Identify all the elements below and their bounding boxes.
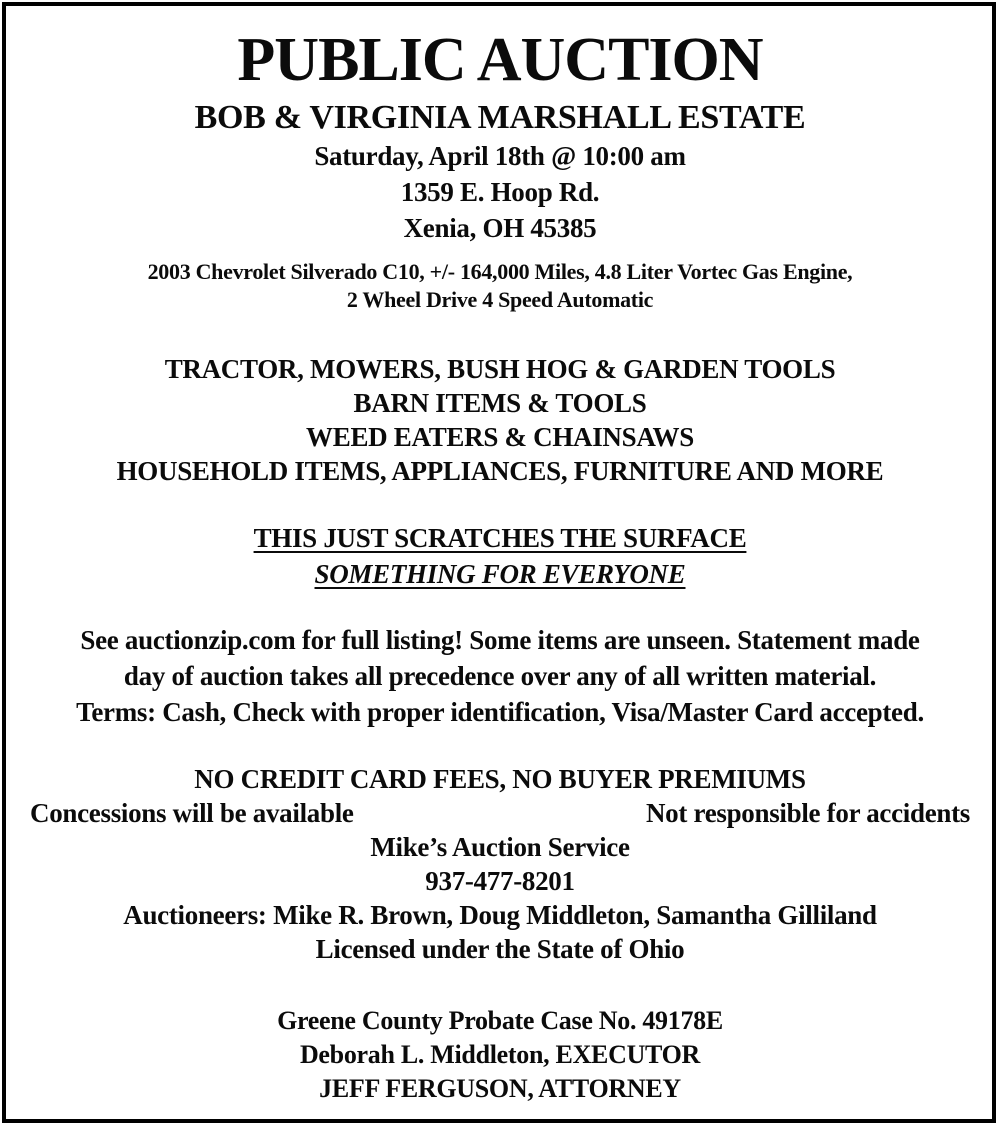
license-line: Licensed under the State of Ohio	[315, 934, 685, 964]
service-name: Mike’s Auction Service	[370, 832, 630, 862]
auction-title: PUBLIC AUCTION	[237, 26, 763, 94]
category-line: WEED EATERS & CHAINSAWS	[306, 422, 694, 452]
notice-line-2: day of auction takes all precedence over any of all written material.	[123, 661, 877, 691]
concessions-liability-row	[0, 796, 1000, 830]
vehicle-line-2: 2 Wheel Drive 4 Speed Automatic	[346, 287, 654, 312]
category-line: HOUSEHOLD ITEMS, APPLIANCES, FURNITURE AND MORE	[116, 456, 884, 486]
tagline-secondary: SOMETHING FOR EVERYONE	[314, 559, 686, 589]
notice-line-3: Terms: Cash, Check with proper identification, Visa/Master Card accepted.	[76, 697, 924, 727]
vehicle-line-1: 2003 Chevrolet Silverado C10, +/- 164,000 Miles, 4.8 Liter Vortec Gas Engine,	[147, 259, 853, 284]
phone-number: 937-477-8201	[425, 866, 575, 896]
auctioneers-line: Auctioneers: Mike R. Brown, Doug Middleton, Samantha Gilliland	[123, 900, 877, 930]
notice-line-1: See auctionzip.com for full listing! Some items are unseen. Statement made	[80, 625, 920, 655]
fees-note: NO CREDIT CARD FEES, NO BUYER PREMIUMS	[194, 764, 806, 794]
estate-name: BOB & VIRGINIA MARSHALL ESTATE	[194, 99, 806, 136]
event-datetime: Saturday, April 18th @ 10:00 am	[314, 141, 686, 171]
probate-info	[0, 1004, 1000, 1106]
probate-case-line: Greene County Probate Case No. 49178E	[277, 1006, 723, 1035]
auction-service-info	[0, 762, 1000, 966]
sale-categories	[0, 352, 1000, 488]
category-line: TRACTOR, MOWERS, BUSH HOG & GARDEN TOOLS	[164, 354, 836, 384]
attorney-line: JEFF FERGUSON, ATTORNEY	[319, 1074, 681, 1103]
category-line: BARN ITEMS & TOOLS	[353, 388, 647, 418]
listing-notice	[0, 622, 1000, 730]
taglines	[0, 520, 1000, 592]
concessions-note: Concessions will be available	[30, 798, 354, 828]
vehicle-description	[0, 258, 1000, 314]
address-street: 1359 E. Hoop Rd.	[400, 177, 600, 207]
address-city: Xenia, OH 45385	[403, 213, 597, 243]
liability-note: Not responsible for accidents	[645, 798, 970, 828]
tagline-primary: THIS JUST SCRATCHES THE SURFACE	[253, 523, 747, 553]
executor-line: Deborah L. Middleton, EXECUTOR	[299, 1040, 701, 1069]
